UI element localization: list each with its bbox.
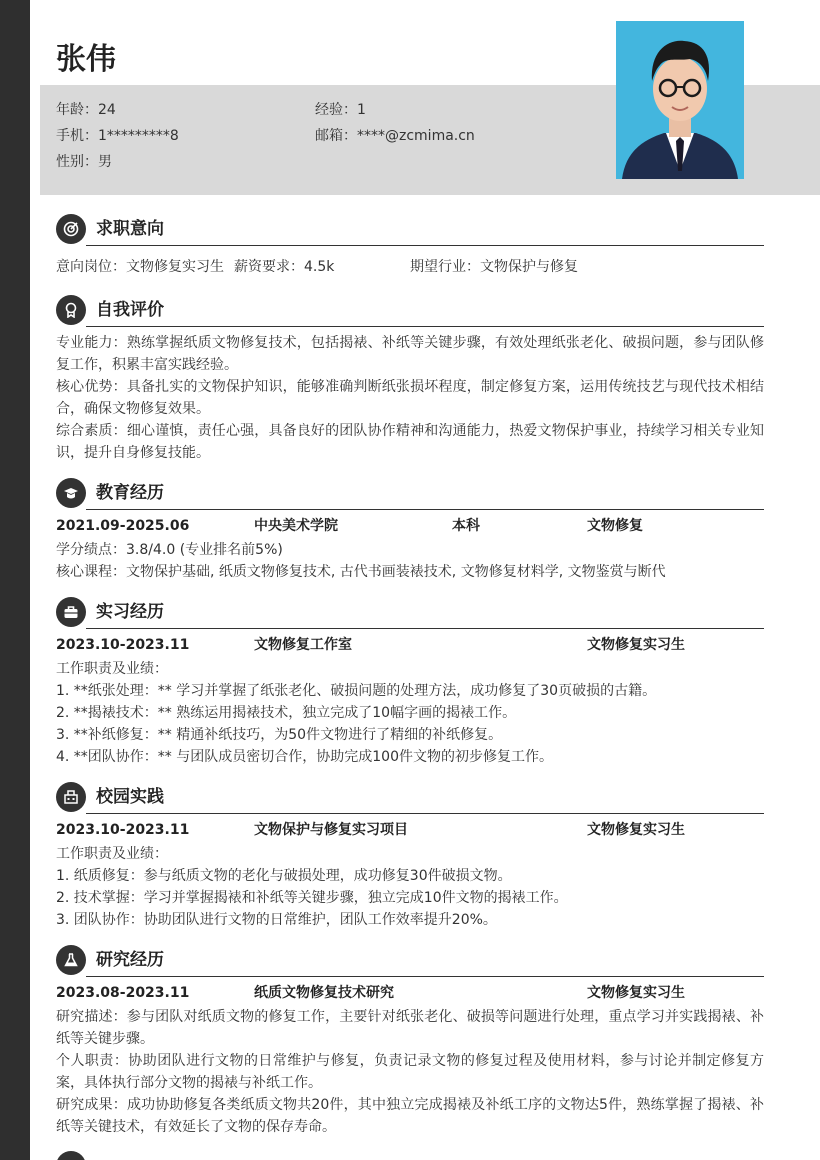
research-date: 2023.08-2023.11 (56, 985, 190, 1001)
briefcase-icon (56, 597, 86, 627)
campus-intro: 工作职责及业绩： (56, 846, 168, 862)
campus-role: 文物修复实习生 (587, 822, 685, 838)
internship-intro: 工作职责及业绩： (56, 661, 168, 677)
education-courses: 核心课程：文物保护基础, 纸质文物修复技术, 古代书画装裱技术, 文物修复材料学, 文物鉴赏与断代 (56, 564, 666, 580)
section-divider (86, 326, 764, 327)
badge-icon (56, 295, 86, 325)
intended-position: 意向岗位：文物修复实习生 (56, 259, 224, 275)
section-title-text: 自我评价 (96, 300, 164, 320)
internship-role: 文物修复实习生 (587, 637, 685, 653)
section-research (56, 945, 764, 977)
self-eval-strength: 核心优势：具备扎实的文物保护知识，能够准确判断纸张损坏程度，制定修复方案，运用传统技艺与现代技术相结合，确保文物修复效果。 (56, 379, 764, 417)
left-sidebar-bar (0, 0, 30, 1160)
internship-item: 1. **纸张处理：** 学习并掌握了纸张老化、破损问题的处理方法，成功修复了30页破损的古籍。 (56, 683, 657, 699)
internship-item: 4. **团队协作：** 与团队成员密切合作，协助完成100件文物的初步修复工作。 (56, 749, 553, 765)
section-title-text: 校园实践 (96, 787, 164, 807)
experience-field: 经验：1 (315, 102, 366, 118)
school-name: 中央美术学院 (254, 518, 338, 534)
major: 文物修复 (587, 518, 643, 534)
section-divider (86, 628, 764, 629)
internship-date: 2023.10-2023.11 (56, 637, 190, 653)
profile-photo (616, 21, 744, 179)
email-field: 邮箱：****@zcmima.cn (315, 128, 475, 144)
section-divider (86, 976, 764, 977)
campus-item: 2. 技术掌握：学习并掌握揭裱和补纸等关键步骤，独立完成10件文物的揭裱工作。 (56, 890, 568, 906)
section-title-text: 求职意向 (96, 219, 164, 239)
section-internship (56, 597, 764, 629)
self-eval-professional: 专业能力：熟练掌握纸质文物修复技术，包括揭裱、补纸等关键步骤，有效处理纸张老化、破损问题，参与团队修复工作，积累丰富实践经验。 (56, 335, 764, 373)
graduation-cap-icon (56, 478, 86, 508)
building-icon (56, 782, 86, 812)
internship-item: 2. **揭裱技术：** 熟练运用揭裱技术，独立完成了10幅字画的揭裱工作。 (56, 705, 517, 721)
section-job-intention (56, 214, 764, 246)
self-eval-quality: 综合素质：细心谨慎，责任心强，具备良好的团队协作精神和沟通能力，热爱文物保护事业，持续学习相关专业知识，提升自身修复技能。 (56, 423, 764, 461)
job-intention-row (56, 256, 764, 278)
candidate-name: 张伟 (56, 42, 116, 77)
campus-project: 文物保护与修复实习项目 (254, 822, 408, 838)
campus-item: 1. 纸质修复：参与纸质文物的老化与破损处理，成功修复30件破损文物。 (56, 868, 512, 884)
campus-entry-header (56, 819, 764, 841)
section-divider (86, 813, 764, 814)
section-title-text: 实习经历 (96, 602, 164, 622)
section-title-text: 研究经历 (96, 950, 164, 970)
section-divider (86, 509, 764, 510)
research-entry-header (56, 982, 764, 1004)
section-self-evaluation (56, 295, 764, 327)
degree: 本科 (452, 518, 480, 534)
section-education (56, 478, 764, 510)
education-entry-header (56, 515, 764, 537)
internship-item: 3. **补纸修复：** 精通补纸技巧，为50件文物进行了精细的补纸修复。 (56, 727, 503, 743)
education-gpa: 学分绩点：3.8/4.0 (专业排名前5%) (56, 542, 283, 558)
phone-field: 手机：1*********8 (56, 128, 179, 144)
campus-date: 2023.10-2023.11 (56, 822, 190, 838)
expected-industry: 期望行业：文物保护与修复 (410, 259, 578, 275)
salary-expectation: 薪资要求：4.5k (234, 259, 335, 275)
education-date: 2021.09-2025.06 (56, 518, 190, 534)
internship-company: 文物修复工作室 (254, 637, 352, 653)
research-result: 研究成果：成功协助修复各类纸质文物共20件，其中独立完成揭裱及补纸工序的文物达5件，熟练掌握了揭裱、补纸等关键技术，有效延长了文物的保存寿命。 (56, 1097, 764, 1135)
campus-item: 3. 团队协作：协助团队进行文物的日常维护，团队工作效率提升20%。 (56, 912, 497, 928)
research-project: 纸质文物修复技术研究 (254, 985, 394, 1001)
next-section-icon (56, 1151, 86, 1160)
section-campus-practice (56, 782, 764, 814)
research-role: 文物修复实习生 (587, 985, 685, 1001)
research-description: 研究描述：参与团队对纸质文物的修复工作，主要针对纸张老化、破损等问题进行处理，重点学习并实践揭裱、补纸等关键步骤。 (56, 1009, 764, 1047)
flask-icon (56, 945, 86, 975)
research-duty: 个人职责：协助团队进行文物的日常维护与修复，负责记录文物的修复过程及使用材料，参与讨论并制定修复方案，具体执行部分文物的揭裱与补纸工作。 (56, 1053, 764, 1091)
section-title-text: 教育经历 (96, 483, 164, 503)
target-icon (56, 214, 86, 244)
age-field: 年龄：24 (56, 102, 116, 118)
internship-entry-header (56, 634, 764, 656)
section-divider (86, 245, 764, 246)
gender-field: 性别：男 (56, 154, 112, 170)
